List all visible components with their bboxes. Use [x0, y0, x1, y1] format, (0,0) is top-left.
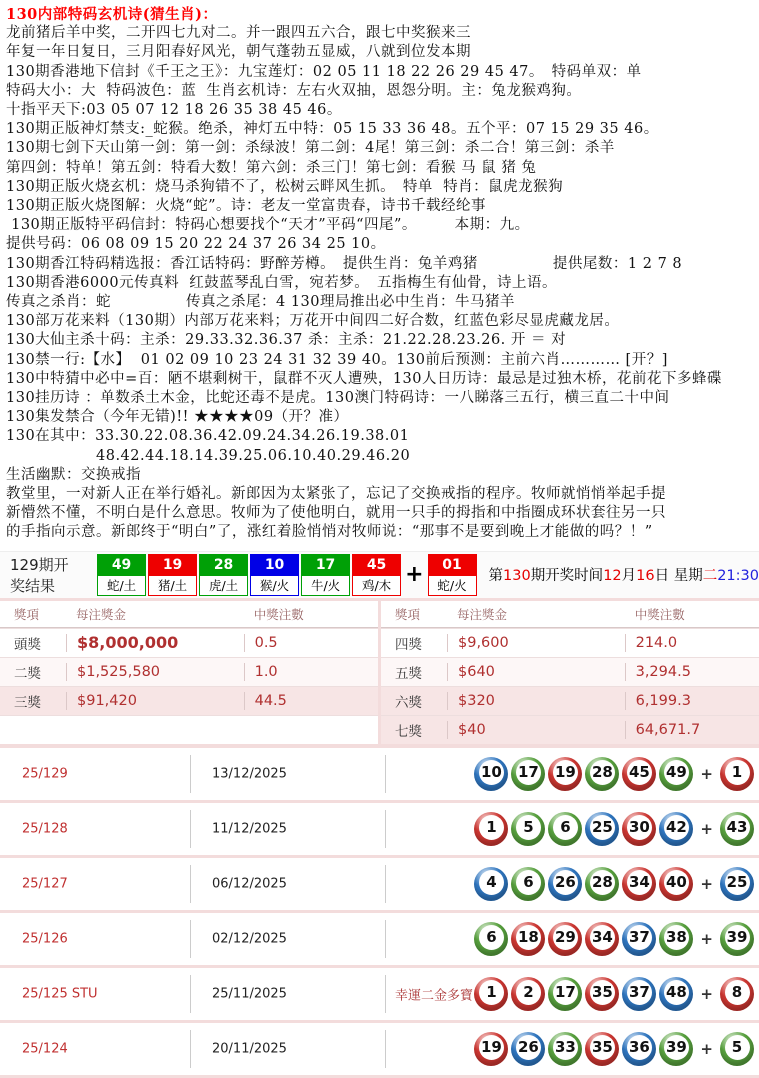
last-draw-result-bar [0, 551, 759, 598]
history-ball-number: 43 [725, 815, 750, 840]
history-ball-number: 39 [664, 1035, 689, 1060]
history-ball-number: 30 [627, 815, 652, 840]
history-row [0, 803, 759, 858]
prize-amount [66, 721, 244, 739]
prize-header-cell: 獎項 [0, 605, 66, 623]
history-ball-number: 35 [590, 1035, 615, 1060]
column-divider [385, 865, 386, 903]
result-bonus-ball [428, 554, 479, 596]
history-row [0, 968, 759, 1023]
history-ball [720, 977, 754, 1011]
history-ball-number: 28 [590, 760, 615, 785]
history-ball-number: 5 [516, 815, 541, 840]
bonus-plus-sign: + [405, 562, 423, 587]
history-balls-group [471, 812, 754, 846]
history-ball [659, 867, 693, 901]
result-ball-number: 19 [149, 555, 196, 576]
history-draw-date: 25/11/2025 [212, 986, 287, 1001]
tips-line: 特码大小：大 特码波色：蓝 生肖玄机诗：左右火双抽，恩怨分明。主：兔龙猴鸡狗。 [6, 82, 759, 101]
column-divider [385, 920, 386, 958]
tips-line: 130期香江特码精选报：香江话特码：野醉芳樽。 提供生肖：兔羊鸡猪 提供尾数：1 2 7 8 [6, 255, 759, 274]
history-ball [585, 977, 619, 1011]
tips-line: 130期香港地下信封《千王之王》：九宝莲灯：02 05 11 18 22 26 29 45 47。 特码单双：单 [6, 63, 759, 82]
tips-line: 130期正版火烧玄机：烧马杀狗错不了，松树云畔风生抓。 特单 特肖：鼠虎龙猴狗 [6, 178, 759, 197]
result-ball-number: 10 [251, 555, 298, 576]
result-ball-square [301, 554, 350, 596]
prize-amount: $320 [447, 692, 625, 710]
tips-line: 龙前猪后羊中奖，二开四七九对二。并一跟四五六合，跟七中奖猴来三 [6, 24, 759, 43]
history-ball [511, 867, 545, 901]
history-ball-number: 6 [553, 815, 578, 840]
tips-line: 年复一年日复日，三月阳春好风光，朝气蓬勃五显威，八就到位发本期 [6, 43, 759, 62]
result-ball-square [148, 554, 197, 596]
history-ball [622, 867, 656, 901]
result-ball-number: 28 [200, 555, 247, 576]
history-ball [474, 1032, 508, 1066]
tips-line: 130中特猜中必中=百：陋不堪剩树干，鼠群不灭人遭殃，130人日历诗：最忌是过独木桥，花前花下多蜂碟 [6, 370, 759, 389]
history-ball [720, 1032, 754, 1066]
tips-line: 提供号码：06 08 09 15 20 22 24 37 26 34 25 10。 [6, 235, 759, 254]
history-ball-number: 39 [725, 925, 750, 950]
history-ball-number: 25 [725, 870, 750, 895]
history-ball [659, 977, 693, 1011]
history-ball-number: 48 [664, 980, 689, 1005]
prize-header-cell: 每注獎金 [447, 605, 625, 623]
history-ball [622, 1032, 656, 1066]
history-balls-group [471, 1032, 754, 1066]
prize-header-cell: 中獎注數 [625, 605, 759, 623]
result-ball-zodiac: 蛇/火 [429, 576, 476, 595]
history-ball-number: 38 [664, 925, 689, 950]
result-ball-zodiac: 猴/火 [251, 576, 298, 595]
prize-amount: $9,600 [447, 634, 625, 652]
prize-amount: $640 [447, 663, 625, 681]
history-draw-date: 02/12/2025 [212, 931, 287, 946]
history-ball [720, 922, 754, 956]
history-ball [622, 922, 656, 956]
prize-row [0, 715, 378, 744]
history-balls-group [471, 977, 754, 1011]
history-ball-number: 17 [553, 980, 578, 1005]
history-ball-number: 25 [590, 815, 615, 840]
history-ball [548, 812, 582, 846]
history-draw-date: 13/12/2025 [212, 766, 287, 781]
history-draw-note: 幸運二金多寶 [395, 984, 473, 1003]
tips-line: 教堂里，一对新人正在举行婚礼。新郎因为太紧张了，忘记了交换戒指的程序。牧师就悄悄举起手提 [6, 485, 759, 504]
history-ball-number: 10 [479, 760, 504, 785]
history-ball [474, 922, 508, 956]
next-draw-segment: 21:30 [717, 568, 759, 584]
history-plus-sign: + [700, 820, 713, 838]
prize-row [0, 628, 378, 657]
tips-line: 第四剑：特单！第五剑：特看大数！第六剑：杀三门！第七剑：看猴 马 鼠 猪 兔 [6, 159, 759, 178]
history-ball [474, 977, 508, 1011]
prize-winner-count: 3,294.5 [625, 663, 759, 681]
history-ball [511, 922, 545, 956]
tips-line: 130部万花来料（130期）内部万花来料；万花开中间四二好合数，红蓝色彩尽显虎藏龙居。 [6, 312, 759, 331]
draw-history-table [0, 744, 759, 1078]
prize-winner-count: 214.0 [625, 634, 759, 652]
result-ball-zodiac: 鸡/木 [353, 576, 400, 595]
column-divider [385, 755, 386, 793]
tips-line: 传真之杀肖：蛇 传真之杀尾：4 130理局推出必中生肖：牛马猪羊 [6, 293, 759, 312]
column-divider [385, 810, 386, 848]
history-ball-number: 37 [627, 925, 652, 950]
result-ball-number: 45 [353, 555, 400, 576]
history-ball-number: 42 [664, 815, 689, 840]
history-ball [585, 757, 619, 791]
prize-amount: $91,420 [66, 692, 244, 710]
next-draw-segment: 二 [703, 568, 718, 584]
prize-tier-label: 七獎 [381, 720, 447, 740]
history-draw-date: 11/12/2025 [212, 821, 287, 836]
next-draw-segment: 16 [636, 568, 654, 584]
tips-line: 十指平天下:03 05 07 12 18 26 35 38 45 46。 [6, 101, 759, 120]
tips-line: 130期正版神灯禁支:_蛇猴。绝杀，神灯五中特：05 15 33 36 48。五个平：07 15 29 35 46。 [6, 120, 759, 139]
tips-line: 48.42.44.18.14.39.25.06.10.40.29.46.20 [6, 447, 759, 466]
history-ball [548, 757, 582, 791]
result-ball-square [428, 554, 477, 596]
history-ball-number: 26 [516, 1035, 541, 1060]
prize-winner-count: 0.5 [244, 634, 378, 652]
prize-row [0, 657, 378, 686]
tips-line: 的手指向示意。新郎终于“明白”了，涨红着脸悄悄对牧师说：“那事不是要到晚上才能做的吗？！” [6, 523, 759, 542]
tips-line: 130禁一行:【水】 01 02 09 10 23 24 31 32 39 40。130前后预测：主前六肖………… [开？] [6, 351, 759, 370]
result-ball-square [199, 554, 248, 596]
result-ball-square [250, 554, 299, 596]
last-draw-label: 129期开奖结果 [0, 554, 97, 596]
history-ball [720, 812, 754, 846]
prize-row [381, 686, 759, 715]
history-ball-number: 28 [590, 870, 615, 895]
column-divider [190, 755, 191, 793]
column-divider [385, 1030, 386, 1068]
history-issue-number: 25/126 [22, 931, 68, 946]
history-ball-number: 29 [553, 925, 578, 950]
history-issue-number: 25/129 [22, 766, 68, 781]
prize-header-cell: 獎項 [381, 605, 447, 623]
history-ball-number: 37 [627, 980, 652, 1005]
result-ball-square [352, 554, 401, 596]
prize-amount: $8,000,000 [66, 634, 244, 652]
history-ball [659, 922, 693, 956]
history-plus-sign: + [700, 875, 713, 893]
history-ball-number: 5 [725, 1035, 750, 1060]
history-ball [548, 922, 582, 956]
prize-row [381, 657, 759, 686]
prize-table-right [381, 601, 759, 744]
tips-line: 130挂历诗 ：单数杀土木金，比蛇还毒不是虎。130澳门特码诗：一八睇落三五行，横三直二十中间 [6, 389, 759, 408]
result-balls [97, 554, 403, 596]
tips-line: 130期七剑下天山第一剑：第一剑：杀绿波！第二剑：4尾！第三剑：杀二合！第三剑：杀羊 [6, 139, 759, 158]
prize-table-left [0, 601, 381, 744]
history-draw-date: 06/12/2025 [212, 876, 287, 891]
history-plus-sign: + [700, 930, 713, 948]
tips-line: 130期香港6000元传真料 红鼓蓝琴乱白雪，宛若梦。 五指梅生有仙骨，诗上语。 [6, 274, 759, 293]
prize-tier-label: 六獎 [381, 691, 447, 711]
tips-line: 130期正版特平码信封：特码心想要找个“天才”平码“四尾”。 本期：九。 [6, 216, 759, 235]
next-draw-segment: 第 [489, 568, 504, 584]
prize-tier-label: 三獎 [0, 691, 66, 711]
history-ball-number: 1 [725, 760, 750, 785]
history-issue-number: 25/127 [22, 876, 68, 891]
history-ball [548, 867, 582, 901]
result-ball-zodiac: 虎/土 [200, 576, 247, 595]
prize-row [381, 628, 759, 657]
history-row [0, 913, 759, 968]
history-row [0, 1023, 759, 1078]
history-ball-number: 19 [553, 760, 578, 785]
prize-row [381, 715, 759, 744]
prize-header-cell: 中獎注數 [244, 605, 378, 623]
history-ball [659, 1032, 693, 1066]
result-ball-zodiac: 牛/火 [302, 576, 349, 595]
prize-tier-label: 頭獎 [0, 633, 66, 653]
history-ball-number: 2 [516, 980, 541, 1005]
history-ball-number: 6 [479, 925, 504, 950]
next-draw-segment: 130 [503, 568, 531, 584]
tips-line: 130集发禁合（今年无错)!! ★★★★09（开？准） [6, 408, 759, 427]
history-ball-number: 35 [590, 980, 615, 1005]
prize-tier-label: 四獎 [381, 633, 447, 653]
history-ball [548, 1032, 582, 1066]
history-ball [622, 757, 656, 791]
history-ball [585, 812, 619, 846]
prize-winner-count: 6,199.3 [625, 692, 759, 710]
prize-tier-label: 五獎 [381, 662, 447, 682]
history-ball-number: 4 [479, 870, 504, 895]
history-ball [548, 977, 582, 1011]
tips-line: 130期正版火烧图解：火烧“蛇”。诗：老友一堂富贵春，诗书千载经纶事 [6, 197, 759, 216]
tips-line: 生活幽默：交换戒指 [6, 466, 759, 485]
history-plus-sign: + [700, 1040, 713, 1058]
column-divider [190, 975, 191, 1013]
tips-title: 130内部特码玄机诗(猜生肖)： [6, 5, 759, 24]
history-plus-sign: + [700, 765, 713, 783]
history-issue-number: 25/125 STU [22, 986, 98, 1001]
next-draw-segment: 日 星期 [655, 568, 703, 584]
tips-lines [6, 24, 759, 542]
history-ball [622, 812, 656, 846]
history-ball-number: 36 [627, 1035, 652, 1060]
tips-line: 130在其中：33.30.22.08.36.42.09.24.34.26.19.38.01 [6, 427, 759, 446]
history-ball-number: 18 [516, 925, 541, 950]
column-divider [385, 975, 386, 1013]
column-divider [190, 1030, 191, 1068]
column-divider [190, 920, 191, 958]
prize-winner-count [244, 721, 378, 739]
result-ball-zodiac: 猪/土 [149, 576, 196, 595]
result-ball-number: 01 [429, 555, 476, 576]
history-ball [511, 757, 545, 791]
history-ball [720, 757, 754, 791]
next-draw-segment: 12 [603, 568, 621, 584]
history-ball-number: 26 [553, 870, 578, 895]
history-row [0, 748, 759, 803]
prize-header-row [0, 601, 378, 628]
history-plus-sign: + [700, 985, 713, 1003]
history-ball [659, 812, 693, 846]
history-draw-date: 20/11/2025 [212, 1041, 287, 1056]
next-draw-time [489, 564, 759, 585]
result-ball-zodiac: 蛇/土 [98, 576, 145, 595]
history-ball-number: 8 [725, 980, 750, 1005]
prize-row [0, 686, 378, 715]
history-ball [474, 757, 508, 791]
history-issue-number: 25/124 [22, 1041, 68, 1056]
history-ball-number: 33 [553, 1035, 578, 1060]
history-ball-number: 45 [627, 760, 652, 785]
tips-line: 新懵然不懂，不明白是什么意思。牧师为了使他明白，就用一只手的拇指和中指圈成环状套往另一只 [6, 504, 759, 523]
history-balls-group [471, 867, 754, 901]
history-ball [474, 867, 508, 901]
result-ball-number: 49 [98, 555, 145, 576]
prize-winner-count: 1.0 [244, 663, 378, 681]
history-ball [585, 922, 619, 956]
history-ball [511, 1032, 545, 1066]
column-divider [190, 865, 191, 903]
history-ball-number: 19 [479, 1035, 504, 1060]
history-ball-number: 17 [516, 760, 541, 785]
prize-amount: $40 [447, 721, 625, 739]
prize-tables [0, 598, 759, 744]
result-ball-square [97, 554, 146, 596]
history-balls-group [471, 922, 754, 956]
history-ball [511, 812, 545, 846]
prize-winner-count: 64,671.7 [625, 721, 759, 739]
history-ball [720, 867, 754, 901]
history-row [0, 858, 759, 913]
prize-amount: $1,525,580 [66, 663, 244, 681]
prize-header-row [381, 601, 759, 628]
column-divider [190, 810, 191, 848]
history-ball [585, 1032, 619, 1066]
next-draw-segment: 期开奖时间 [531, 568, 604, 584]
prize-winner-count: 44.5 [244, 692, 378, 710]
result-ball-number: 17 [302, 555, 349, 576]
history-ball [511, 977, 545, 1011]
history-ball-number: 34 [627, 870, 652, 895]
next-draw-segment: 月 [622, 568, 637, 584]
history-ball [622, 977, 656, 1011]
history-issue-number: 25/128 [22, 821, 68, 836]
history-balls-group [471, 757, 754, 791]
history-ball [585, 867, 619, 901]
history-ball-number: 6 [516, 870, 541, 895]
history-ball-number: 1 [479, 815, 504, 840]
history-ball-number: 40 [664, 870, 689, 895]
prize-tier-label: 二獎 [0, 662, 66, 682]
history-ball [474, 812, 508, 846]
history-ball-number: 1 [479, 980, 504, 1005]
prize-header-cell: 每注獎金 [66, 605, 244, 623]
tips-line: 130大仙主杀十码：主杀：29.33.32.36.37 杀：主杀：21.22.28.23.26. 开 ＝ 对 [6, 331, 759, 350]
history-ball-number: 49 [664, 760, 689, 785]
history-ball [659, 757, 693, 791]
history-ball-number: 34 [590, 925, 615, 950]
